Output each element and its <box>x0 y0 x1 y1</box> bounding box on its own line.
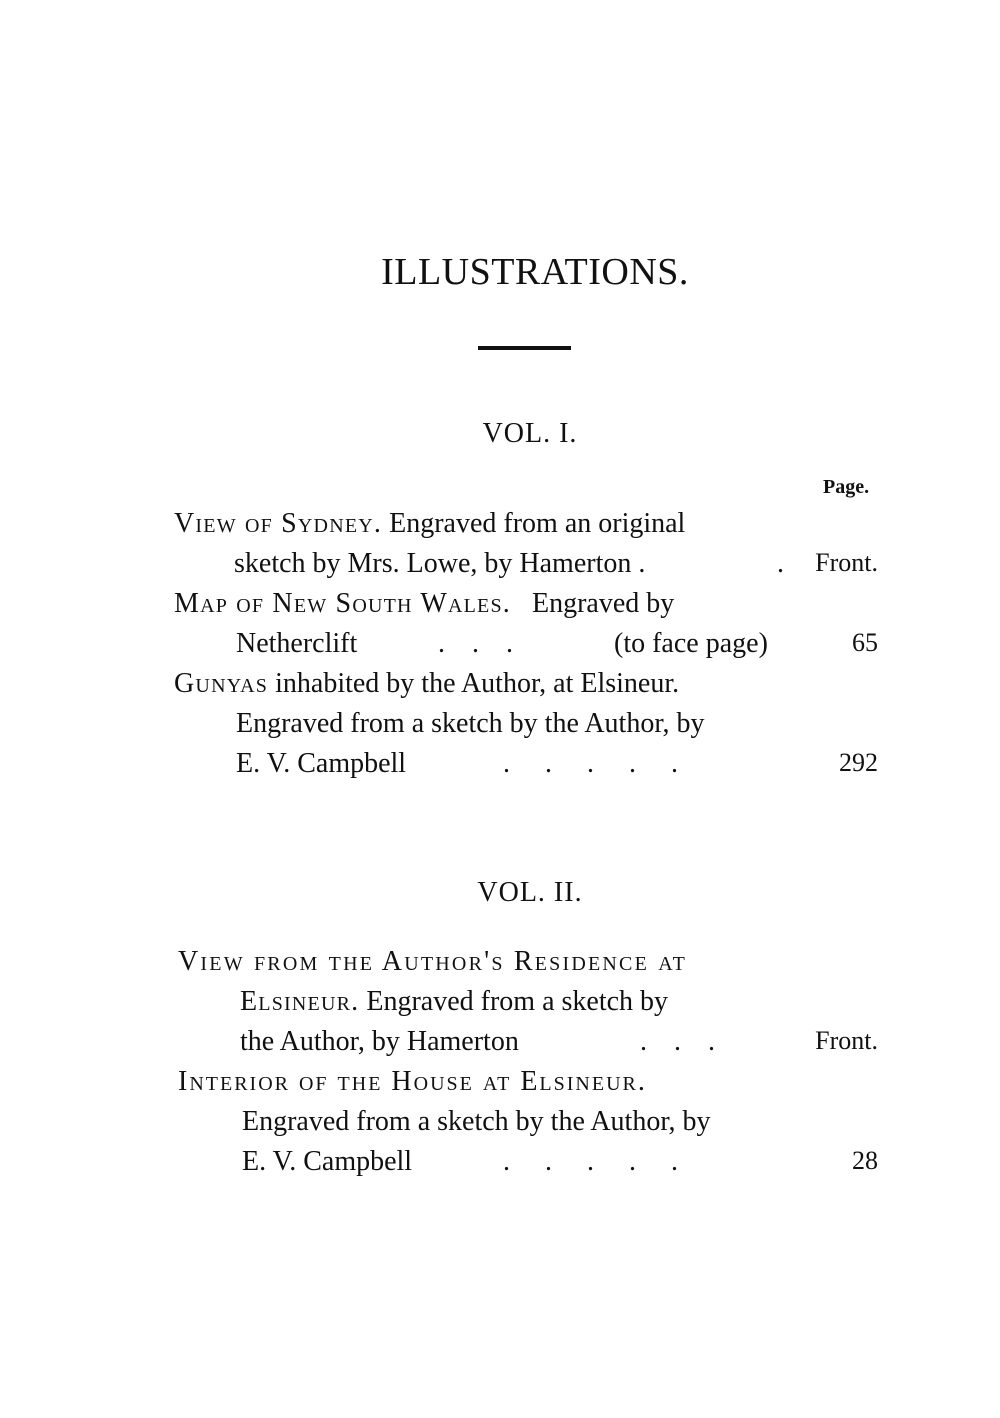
entry-gunyas-line3: E. V. Campbell <box>236 748 407 779</box>
entry-view-of-sydney-line2: sketch by Mrs. Lowe, by Hamerton . <box>234 548 646 579</box>
page-column-label: Page. <box>823 476 870 498</box>
entry-interior-line3: E. V. Campbell <box>242 1146 413 1177</box>
leader-dots: . . . . . <box>503 1146 678 1177</box>
page-number: 28 <box>852 1146 878 1175</box>
entry-gunyas-line2: Engraved from a sketch by the Author, by <box>236 708 705 739</box>
page-number: Front. <box>815 548 878 577</box>
entry-text: Engraved by <box>532 588 675 619</box>
entry-gunyas-line1 <box>174 670 679 698</box>
page-number: Front. <box>815 1026 878 1055</box>
entry-caption: View of Sydney. <box>174 508 383 539</box>
leader-dots: . <box>777 548 784 579</box>
entry-view-from-residence-line1: View from the Author's Residence at <box>178 946 688 977</box>
page-title: ILLUSTRATIONS. <box>381 251 689 293</box>
leader-dots: . . . <box>640 1026 715 1057</box>
entry-caption: Elsineur. <box>240 986 360 1017</box>
page-number: 65 <box>852 628 878 657</box>
vol-2-heading: VOL. II. <box>477 877 583 908</box>
entry-text: Engraved from an original <box>389 508 686 539</box>
leader-dots: . . . <box>438 628 513 659</box>
entry-view-from-residence-line3: the Author, by Hamerton <box>240 1026 519 1057</box>
entry-text: inhabited by the Author, at Elsineur. <box>275 668 680 699</box>
entry-map-line2: Netherclift <box>236 628 358 659</box>
entry-text: Engraved from a sketch by <box>366 986 669 1017</box>
vol-1-heading: VOL. I. <box>482 418 578 449</box>
page-number: 292 <box>839 748 878 777</box>
entry-caption: Gunyas <box>174 668 269 699</box>
entry-caption: Map of New South Wales. <box>174 588 511 619</box>
entry-view-from-residence-line2 <box>240 988 668 1016</box>
entry-map-line1 <box>174 590 674 618</box>
entry-map-face-page: (to face page) <box>614 628 768 659</box>
title-rule <box>478 346 571 350</box>
entry-view-of-sydney-line1 <box>174 510 685 538</box>
entry-interior-line2: Engraved from a sketch by the Author, by <box>242 1106 711 1137</box>
leader-dots: . . . . . <box>503 748 678 779</box>
entry-interior-line1: Interior of the House at Elsineur. <box>178 1066 647 1097</box>
